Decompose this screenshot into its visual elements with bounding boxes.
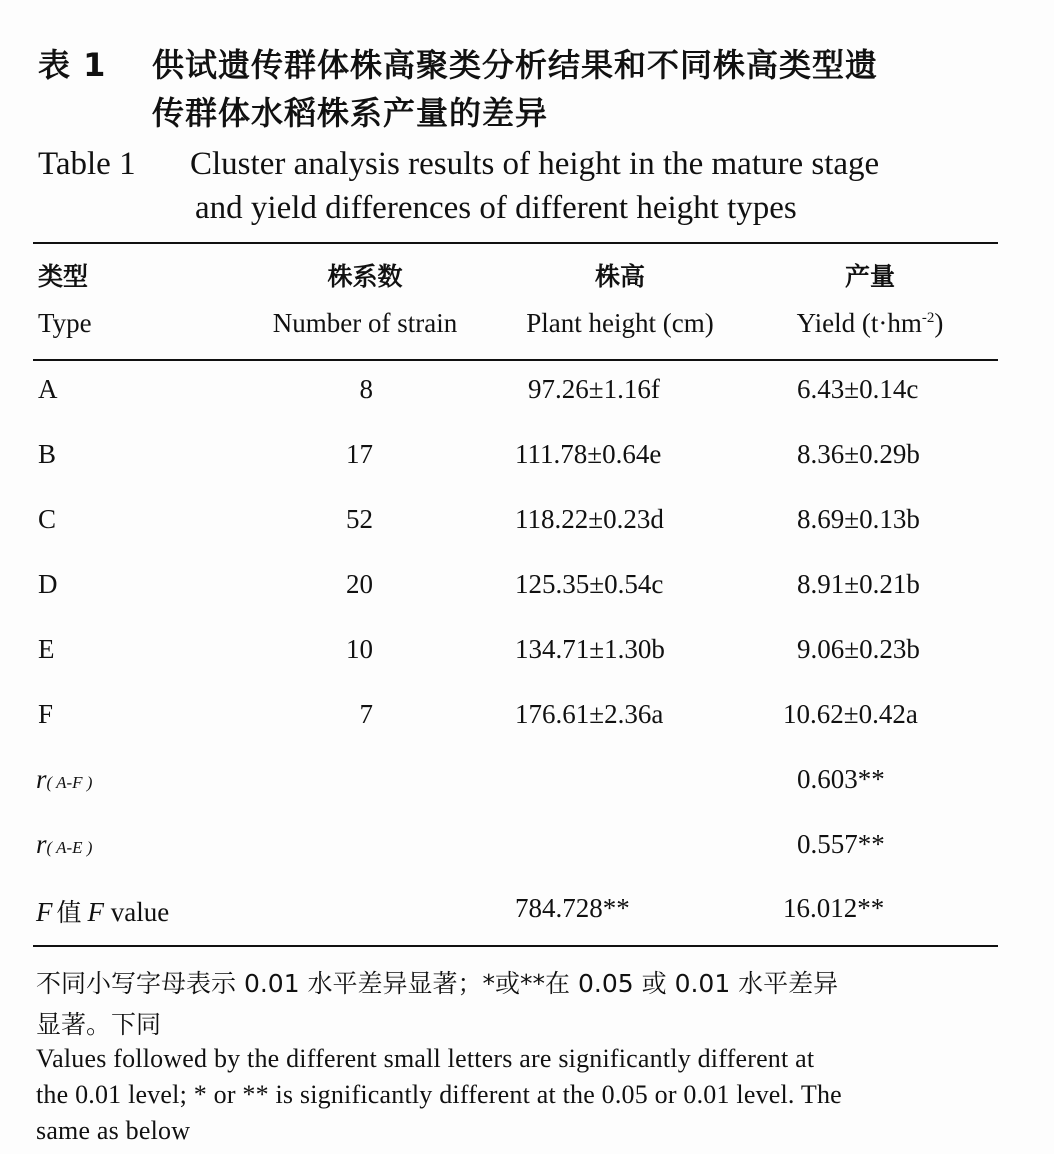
cell-type: B — [38, 439, 57, 469]
header-height-cn: 株高 — [594, 262, 645, 291]
note-cn-line2: 显著。下同 — [36, 1010, 162, 1039]
title-en-line1: Cluster analysis results of height in the mature stage — [190, 146, 880, 182]
table-label-cn: 表 1 — [38, 46, 107, 84]
header-type-cn: 类型 — [38, 262, 89, 291]
cell-type: D — [38, 569, 58, 599]
table-label-en: Table 1 — [38, 146, 136, 182]
cell-yield: 0.557** — [797, 829, 885, 859]
cell-type: A — [38, 374, 58, 404]
cell-height: 125.35±0.54c — [515, 569, 664, 599]
header-rule — [33, 359, 998, 361]
note-cn-line1: 不同小写字母表示 0.01 水平差异显著；*或**在 0.05 或 0.01 水平差异 — [36, 969, 839, 998]
cell-strains: 20 — [346, 569, 373, 599]
header-yield-cn: 产量 — [844, 262, 895, 291]
note-en-line3: same as below — [36, 1116, 191, 1145]
cell-yield: 8.91±0.21b — [797, 569, 920, 599]
header-type-en: Type — [38, 308, 92, 338]
cell-type: E — [38, 634, 55, 664]
stat-symbol-f: F — [87, 897, 105, 927]
header-yield-en-text: Yield (t·hm — [796, 308, 922, 338]
header-strains-en: Number of strain — [272, 308, 458, 338]
stat-label — [36, 893, 169, 929]
cell-strains: 17 — [346, 439, 373, 469]
header-height-en: Plant height (cm) — [526, 308, 714, 338]
cell-type: C — [38, 504, 57, 534]
stat-symbol-r: r — [36, 764, 47, 794]
stat-symbol-f: F — [36, 897, 53, 927]
cell-height: 118.22±0.23d — [515, 504, 664, 534]
cell-height: 784.728** — [515, 893, 630, 923]
note-en-line1: Values followed by the different small letters are significantly different at — [36, 1044, 815, 1073]
stat-label — [36, 829, 92, 860]
cell-yield: 16.012** — [783, 893, 885, 923]
stat-label-en: value — [110, 897, 170, 927]
cell-height: 97.26±1.16f — [528, 374, 660, 404]
title-cn-line2: 传群体水稻株系产量的差异 — [152, 94, 549, 132]
header-yield-en-tail: ) — [934, 308, 944, 338]
stat-subscript: ( A-F ) — [46, 773, 93, 792]
cell-height: 134.71±1.30b — [515, 634, 665, 664]
title-cn-line1: 供试遗传群体株高聚类分析结果和不同株高类型遗 — [152, 46, 879, 84]
stat-symbol-r: r — [36, 829, 47, 859]
cell-yield: 6.43±0.14c — [797, 374, 919, 404]
cell-strains: 10 — [346, 634, 373, 664]
stat-subscript: ( A-E ) — [46, 838, 93, 857]
stat-label-cn: 值 — [56, 898, 82, 927]
cell-height: 176.61±2.36a — [515, 699, 664, 729]
cell-yield: 10.62±0.42a — [783, 699, 918, 729]
cell-height: 111.78±0.64e — [515, 439, 662, 469]
cell-strains: 8 — [359, 374, 373, 404]
cell-type: F — [38, 699, 54, 729]
cell-yield: 0.603** — [797, 764, 885, 794]
header-yield-unit-exponent: -2 — [921, 310, 935, 326]
header-yield-en — [760, 308, 980, 339]
cell-yield: 8.36±0.29b — [797, 439, 920, 469]
header-strains-cn: 株系数 — [327, 262, 403, 291]
note-en-line2: the 0.01 level; * or ** is significantly different at the 0.05 or 0.01 level. The — [36, 1080, 842, 1109]
cell-strains: 7 — [359, 699, 373, 729]
stat-label — [36, 764, 92, 795]
bottom-rule — [33, 945, 998, 947]
cell-strains: 52 — [346, 504, 373, 534]
cell-yield: 9.06±0.23b — [797, 634, 920, 664]
top-rule — [33, 242, 998, 244]
cell-yield: 8.69±0.13b — [797, 504, 920, 534]
title-en-line2: and yield differences of different height types — [195, 190, 797, 226]
